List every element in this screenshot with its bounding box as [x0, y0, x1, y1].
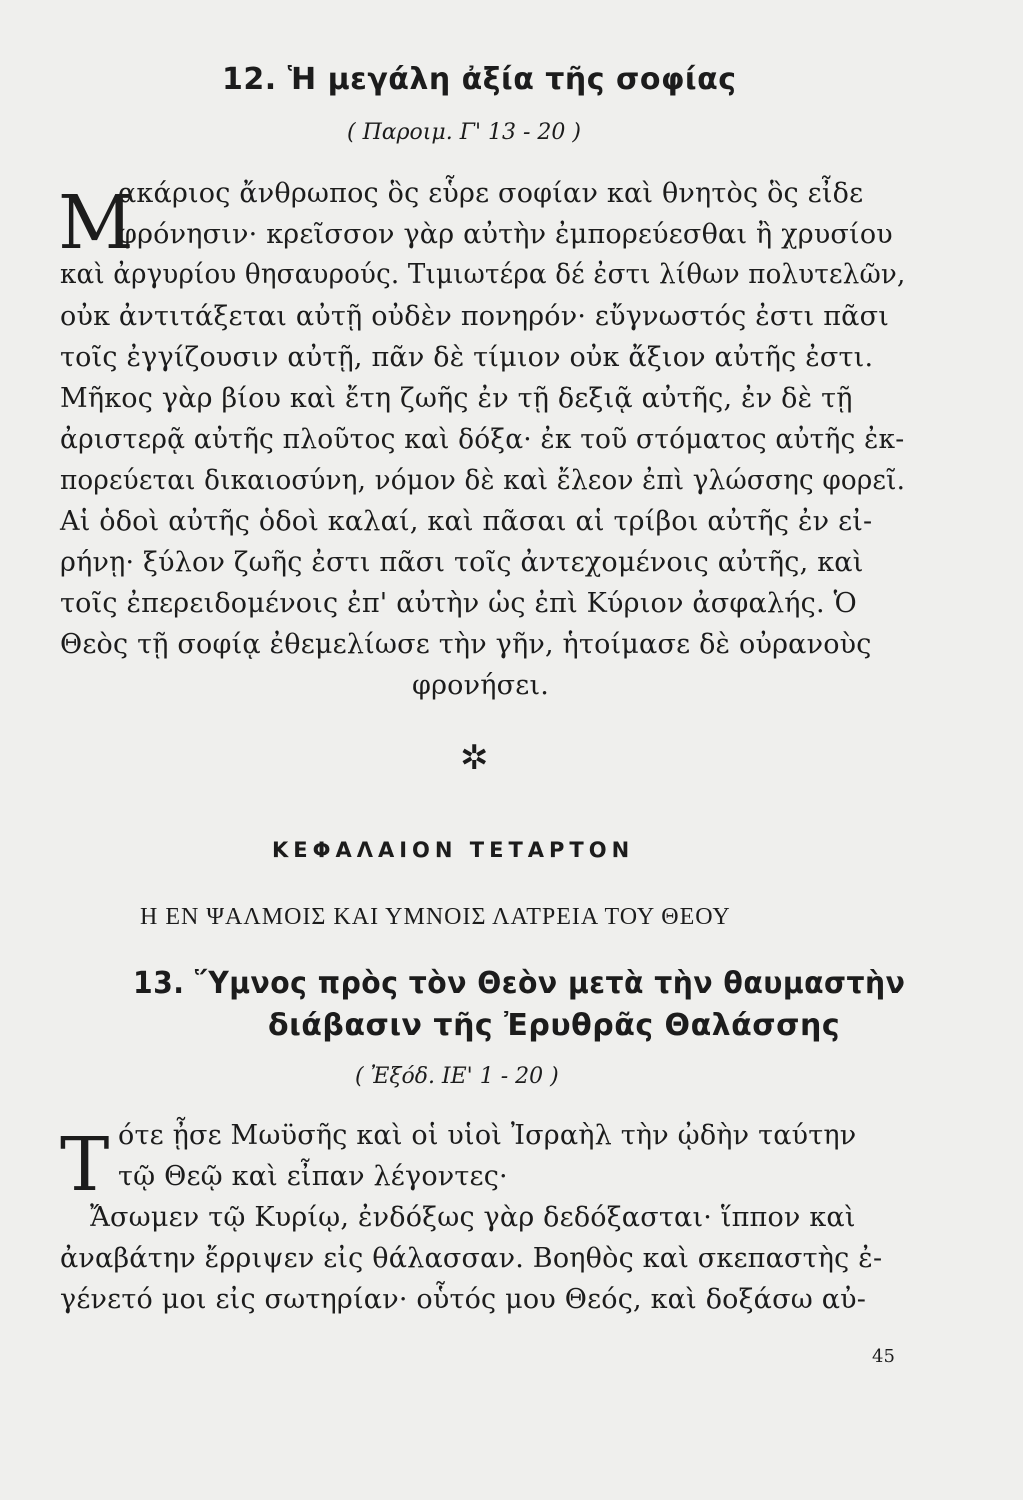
text-line: οὐκ ἀντιτάξεται αὐτῇ οὐδὲν πονηρόν· εὔγνωστός ἐστι πᾶσι [60, 301, 890, 332]
section-12-reference: ( Παροιμ. Γ' 13 - 20 ) [347, 120, 581, 145]
text-line: ρήνῃ· ξύλον ζωῆς ἐστι πᾶσι τοῖς ἀντεχομένοις αὐτῆς, καὶ [60, 547, 864, 578]
ornament-icon: ✲ [460, 738, 489, 778]
text-line: ἀριστερᾷ αὐτῆς πλοῦτος καὶ δόξα· ἐκ τοῦ στόματος αὐτῆς ἐκ- [60, 424, 905, 455]
section-13-dropcap: Τ [60, 1122, 110, 1208]
text-line: τοῖς ἐπερειδομένοις ἐπ' αὐτὴν ὡς ἐπὶ Κύριον ἀσφαλής. Ὁ [60, 588, 857, 619]
text-line: τῷ Θεῷ καὶ εἶπαν λέγοντες· [118, 1161, 508, 1192]
text-line: πορεύεται δικαιοσύνη, νόμον δὲ καὶ ἔλεον ἐπὶ γλώσσης φορεῖ. [60, 465, 906, 496]
text-line: Αἱ ὁδοὶ αὐτῆς ὁδοὶ καλαί, καὶ πᾶσαι αἱ τρίβοι αὐτῆς ἐν εἰ- [60, 506, 873, 537]
chapter-subtitle: Η ΕΝ ΨΑΛΜΟΙΣ ΚΑΙ ΥΜΝΟΙΣ ΛΑΤΡΕΙΑ ΤΟΥ ΘΕΟΥ [140, 904, 731, 930]
text-line: Ἄσωμεν τῷ Κυρίῳ, ἐνδόξως γὰρ δεδόξασται· ἵππον καὶ [90, 1202, 856, 1233]
text-line: τοῖς ἐγγίζουσιν αὐτῇ, πᾶν δὲ τίμιον οὐκ ἄξιον αὐτῆς ἐστι. [60, 342, 874, 373]
text-line: Θεὸς τῇ σοφίᾳ ἐθεμελίωσε τὴν γῆν, ἡτοίμασε δὲ οὐρανοὺς [60, 629, 872, 660]
section-13-title-line2: διάβασιν τῆς Ἐρυθρᾶς Θαλάσσης [268, 1008, 841, 1043]
page-number: 45 [872, 1346, 895, 1367]
section-13-reference: ( Ἐξόδ. ΙΕ' 1 - 20 ) [355, 1064, 559, 1089]
section-13-title-line1: 13. Ὕμνος πρὸς τὸν Θεὸν μετὰ τὴν θαυμαστὴν [133, 966, 906, 1001]
text-line: γένετό μοι εἰς σωτηρίαν· οὗτός μου Θεός, καὶ δοξάσω αὐ- [60, 1284, 867, 1315]
chapter-heading: ΚΕΦΑΛΑΙΟΝ ΤΕΤΑΡΤΟΝ [272, 838, 635, 862]
text-line: ακάριος ἄνθρωπος ὃς εὗρε σοφίαν καὶ θνητὸς ὃς εἶδε [118, 178, 864, 209]
text-line: φρόνησιν· κρεῖσσον γὰρ αὐτὴν ἐμπορεύεσθαι ἢ χρυσίου [118, 219, 893, 250]
text-line: ἀναβάτην ἔρριψεν εἰς θάλασσαν. Βοηθὸς καὶ σκεπαστὴς ἐ- [60, 1243, 883, 1274]
text-line: ότε ᾖσε Μωϋσῆς καὶ οἱ υἱοὶ Ἰσραὴλ τὴν ᾠδὴν ταύτην [118, 1120, 857, 1151]
section-12-dropcap: Μ [58, 180, 134, 266]
text-line: Μῆκος γὰρ βίου καὶ ἔτη ζωῆς ἐν τῇ δεξιᾷ αὐτῆς, ἐν δὲ τῇ [60, 383, 853, 414]
text-line: καὶ ἀργυρίου θησαυρούς. Τιμιωτέρα δέ ἐστι λίθων πολυτελῶν, [60, 259, 906, 290]
section-12-title: 12. Ἡ μεγάλη ἀξία τῆς σοφίας [222, 62, 737, 97]
text-line: φρονήσει. [412, 670, 550, 701]
